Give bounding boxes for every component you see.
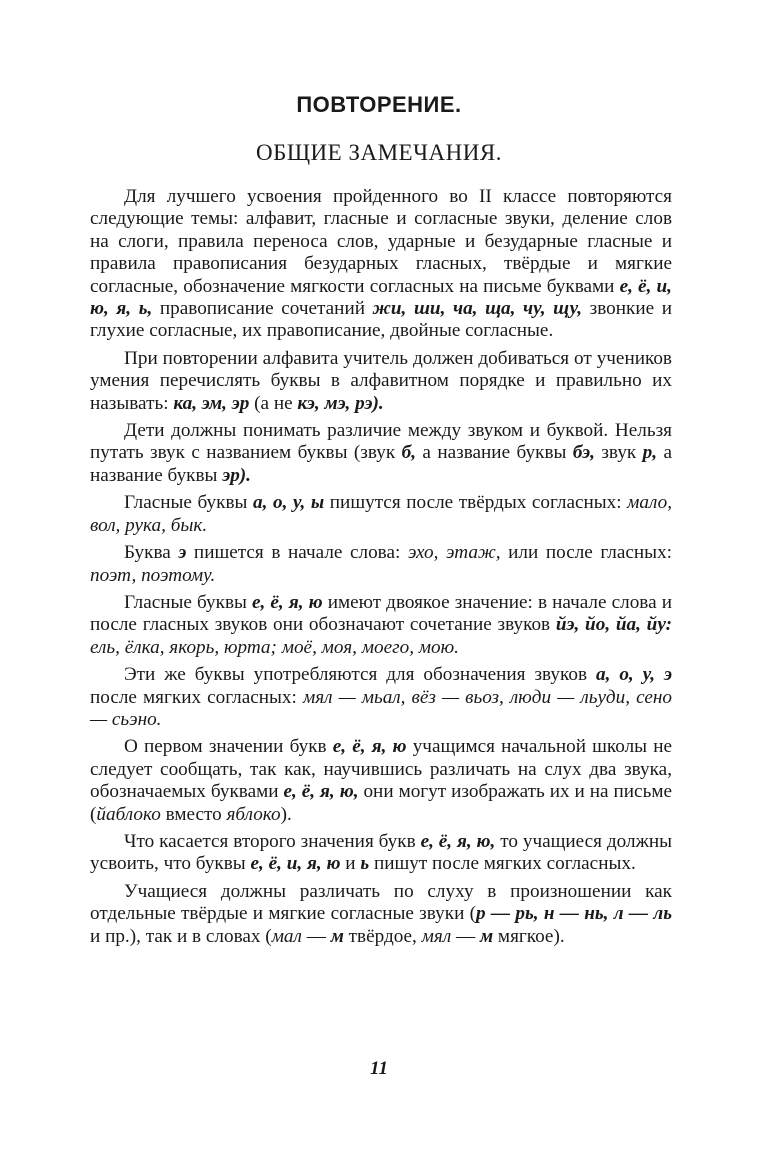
example-italic: поэт, поэтому. <box>90 564 216 586</box>
example-italic: мял <box>421 925 452 947</box>
text-run: При повторении алфавита учитель должен добиваться от учеников умения перечислять буквы в алфавитном порядке и правильно их называть: <box>90 347 672 414</box>
emphasis-bold: жи, ши, ча, ща, чу, щу, <box>372 298 583 320</box>
emphasis-bold: е, ё, я, ю <box>332 736 407 758</box>
emphasis-bold: э <box>178 542 187 564</box>
text-run: мягкое). <box>493 925 565 947</box>
emphasis-bold: м <box>479 925 494 947</box>
example-italic: яблоко <box>226 803 281 825</box>
text-run: звук <box>594 442 643 464</box>
text-run: О первом значении букв <box>124 736 333 758</box>
text-run: правописание сочетаний <box>152 298 373 320</box>
text-run: то учащиеся должны усвоить, что буквы <box>90 830 672 875</box>
emphasis-bold: е, ё, я, ю, <box>283 781 359 803</box>
text-run: Учащиеся должны различать по слуху в произношении как отдельные твёрдые и мягкие согласные звуки ( <box>90 880 672 925</box>
text-run: — <box>301 925 331 947</box>
text-run: они могут изображать их и на письме ( <box>90 781 672 825</box>
text-run: пишут после мягких согласных. <box>369 853 636 875</box>
paragraph <box>90 348 672 415</box>
text-run: звонкие и глухие согласные, их правописание, двойные согласные. <box>90 298 672 342</box>
text-run: ). <box>280 803 292 825</box>
emphasis-bold: р, <box>642 442 658 464</box>
text-run: или после гласных: <box>500 542 672 564</box>
text-run: Для лучшего усвоения пройденного во II классе повторяются следующие темы: алфавит, гласные и согласные звуки, деление слов на слоги, правила переноса слов, ударные и безударные гласные и правила правописания безударных гласных, твёрдые и мягкие согласные, обозначение мягкости согласных на письме буквами <box>90 186 672 297</box>
emphasis-bold: йэ, йо, йа, йу: <box>555 614 672 636</box>
text-run: Дети должны понимать различие между звуком и буквой. Нельзя путать звук с названием буквы (звук <box>90 420 672 464</box>
body-text <box>90 186 672 953</box>
text-run: вместо <box>160 803 227 825</box>
text-run: и <box>340 853 361 875</box>
emphasis-bold: эр). <box>222 464 251 486</box>
text-run: а название буквы <box>90 442 672 486</box>
text-run: Буква <box>124 542 179 564</box>
text-run: имеют двоякое значение: в начале слова и после гласных звуков они обозначают сочетание звуков <box>90 591 672 636</box>
paragraph <box>90 420 672 487</box>
paragraph <box>90 492 672 537</box>
emphasis-bold: е, ё, и, я, ю <box>250 853 341 875</box>
example-italic: йаблоко <box>96 803 161 825</box>
emphasis-bold: б, <box>401 442 416 464</box>
emphasis-bold: е, ё, я, ю <box>252 591 323 613</box>
text-run: после мягких согласных: <box>90 686 303 708</box>
paragraph <box>90 592 672 659</box>
page-title: ПОВТОРЕНИЕ. <box>296 92 462 117</box>
text-run: Гласные буквы <box>124 591 253 613</box>
section-subtitle: ОБЩИЕ ЗАМЕЧАНИЯ. <box>256 140 502 165</box>
page-number: 11 <box>370 1058 388 1079</box>
emphasis-bold: ка, эм, эр <box>173 392 250 414</box>
example-italic: мял — мьал, вёз — вьоз, люди — льуди, сено — сьэно. <box>90 686 672 730</box>
paragraph <box>90 881 672 948</box>
text-run: пишется в начале слова: <box>186 542 408 564</box>
emphasis-bold: м <box>330 925 344 947</box>
text-run: — <box>451 925 480 947</box>
text-run: Эти же буквы употребляются для обозначения звуков <box>124 664 596 686</box>
text-run: а название буквы <box>416 442 573 464</box>
example-italic: мал <box>271 925 302 947</box>
paragraph <box>90 664 672 731</box>
emphasis-bold: а, о, у, э <box>595 664 672 686</box>
example-italic: мало, вол, рука, бык. <box>90 492 673 536</box>
emphasis-bold: р — рь, н — нь, л — ль <box>476 903 672 925</box>
text-run: Гласные буквы <box>124 492 253 514</box>
text-run: (а не <box>249 392 298 414</box>
emphasis-bold: е, ё, я, ю, <box>420 830 496 852</box>
example-italic: ель, ёлка, якорь, юрта; моё, моя, моего, мою. <box>90 636 459 658</box>
paragraph <box>90 831 672 876</box>
emphasis-bold: кэ, мэ, рэ). <box>297 392 384 414</box>
emphasis-bold: е, ё, и, ю, я, ь, <box>90 275 672 320</box>
emphasis-bold: а, о, у, ы <box>253 492 325 514</box>
text-run: учащимся начальной школы не следует сообщать, так как, научившись различать на слух два звука, обозначаемых буквами <box>90 736 672 803</box>
text-run: пишутся после твёрдых согласных: <box>324 492 628 514</box>
paragraph <box>90 186 672 343</box>
text-run: и пр.), так и в словах ( <box>90 925 272 947</box>
text-run: Что касается второго значения букв <box>124 830 421 852</box>
paragraph <box>90 736 672 826</box>
example-italic: эхо, этаж, <box>407 542 501 564</box>
paragraph <box>90 542 672 587</box>
text-run: твёрдое, <box>343 925 422 947</box>
emphasis-bold: бэ, <box>572 442 595 464</box>
emphasis-bold: ь <box>360 853 370 875</box>
